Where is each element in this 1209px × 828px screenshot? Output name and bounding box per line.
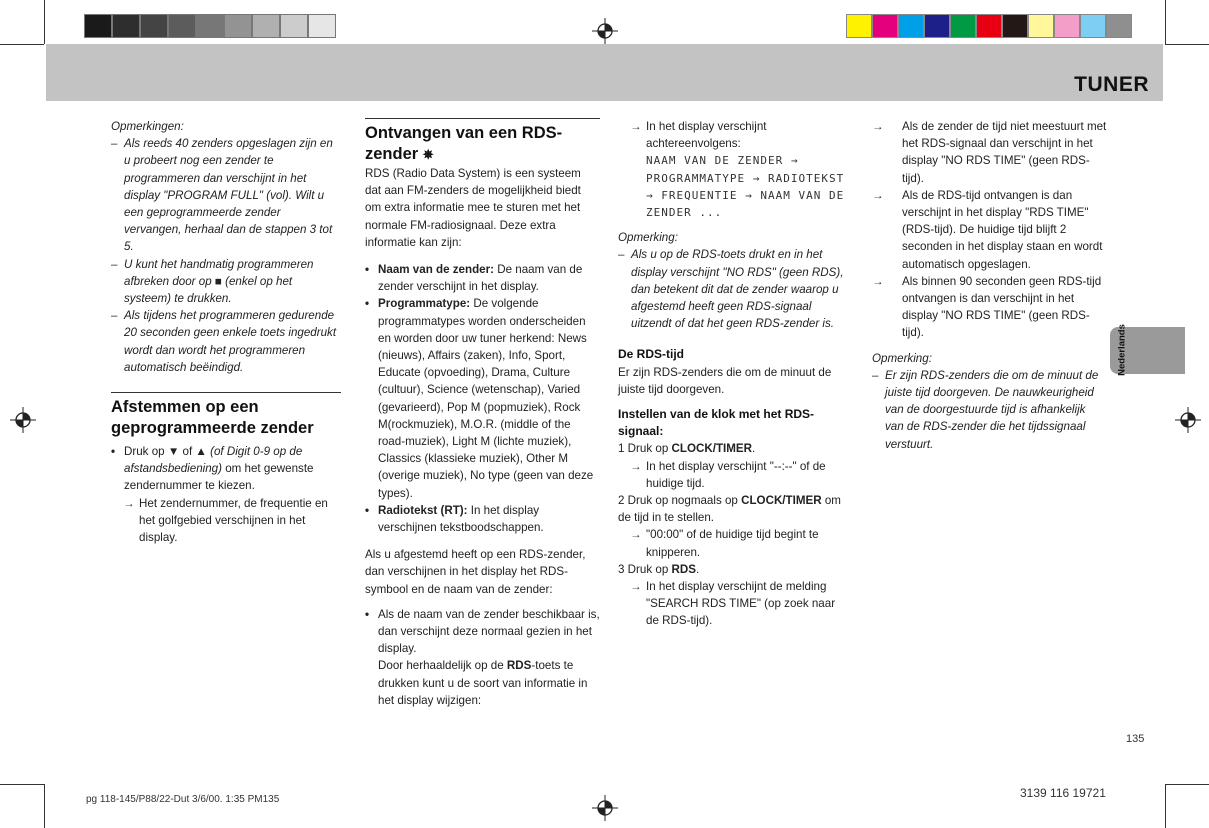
rds-time-result: → Als binnen 90 seconden geen RDS-tijd ontvangen is dan verschijnt in het display "NO RDS TIME" (geen RDS-tijd).	[872, 273, 1107, 342]
note-list	[618, 246, 850, 332]
color-swatch	[1054, 14, 1080, 38]
registration-target-icon	[592, 18, 618, 44]
color-swatch	[1002, 14, 1028, 38]
step-text: 2 Druk op nogmaals op	[618, 494, 742, 508]
clock-step-2	[618, 492, 850, 526]
column-4	[872, 118, 1107, 453]
note-list	[872, 367, 1107, 453]
section-divider	[365, 118, 600, 165]
rds-display-item	[365, 606, 600, 709]
notes-list	[111, 135, 341, 376]
rds-info-list	[365, 261, 600, 536]
section-title: TUNER	[1074, 73, 1149, 96]
step-text: Druk op ▼ of ▲	[124, 445, 211, 459]
heading-rds-reception	[365, 123, 600, 165]
column-1	[111, 118, 341, 546]
rds-time-text: Er zijn RDS-zenders die om de minuut de juiste tijd doorgeven.	[618, 365, 832, 396]
crop-mark	[1165, 784, 1166, 828]
crop-mark	[1165, 784, 1209, 785]
item-text: Als de naam van de zender beschikbaar is, dan verschijnt deze normaal gezien in het display.	[378, 607, 600, 656]
item-text: De naam van de zender verschijnt in het display.	[378, 263, 583, 294]
gray-swatch	[252, 14, 280, 38]
section-divider	[111, 392, 341, 439]
step-text-after: om het gewenste zendernummer te kiezen.	[124, 462, 314, 493]
column-2	[365, 118, 600, 709]
color-swatch	[976, 14, 1002, 38]
item-text: -toets te drukken kunt u de soort van informatie in het display wijzigen:	[378, 659, 588, 707]
registration-target-icon	[592, 795, 618, 821]
step-text: om de tijd in te stellen.	[618, 494, 841, 525]
registration-target-icon	[10, 407, 36, 433]
item-term: Programmatype:	[378, 297, 471, 311]
tuning-steps	[111, 443, 341, 495]
color-swatch	[872, 14, 898, 38]
clock-step-1	[618, 440, 850, 457]
heading-rds-text: Ontvangen van een RDS-zender	[365, 124, 563, 163]
rds-info-item	[365, 295, 600, 501]
crop-mark	[0, 784, 44, 785]
color-swatch	[846, 14, 872, 38]
registration-target-icon	[1175, 407, 1201, 433]
clock-step-1-result: → In het display verschijnt "--:--" of de huidige tijd.	[618, 458, 850, 492]
item-term: Naam van de zender:	[378, 263, 494, 277]
gray-swatch	[308, 14, 336, 38]
page-number: 135	[1126, 733, 1145, 745]
note-item: – Er zijn RDS-zenders die om de minuut de juiste tijd doorgeven. De nauwkeurigheid van de doorgestuurde tijd is afhankelijk van de RDS-zender die het tijdssignaal verstuurt.	[872, 367, 1107, 453]
language-tab-label: Nederlands	[1116, 324, 1128, 376]
color-calibration-bar	[846, 14, 1132, 38]
clock-step-3	[618, 561, 850, 578]
gray-swatch	[84, 14, 112, 38]
language-tab	[1110, 324, 1185, 376]
crop-mark	[44, 784, 45, 828]
note-title: Opmerking:	[872, 351, 932, 365]
rds-key-label: RDS	[506, 659, 532, 673]
note-item: – Als tijdens het programmeren gedurende 20 seconden geen enkele toets ingedrukt wordt dan wordt het programmeren automatisch beëindigd.	[111, 307, 341, 376]
color-swatch	[1106, 14, 1132, 38]
color-swatch	[1028, 14, 1054, 38]
crop-mark	[1165, 44, 1209, 45]
color-swatch	[924, 14, 950, 38]
gray-calibration-bar	[84, 14, 336, 38]
clock-timer-key: CLOCK/TIMER	[671, 442, 753, 456]
rds-para2: Als u afgestemd heeft op een RDS-zender, dan verschijnen in het display het RDS-symbool en de naam van de zender:	[365, 548, 586, 596]
gray-swatch	[196, 14, 224, 38]
clock-step-3-result: → In het display verschijnt de melding "SEARCH RDS TIME" (op zoek naar de RDS-tijd).	[618, 578, 850, 630]
note-item: – Als reeds 40 zenders opgeslagen zijn en u probeert nog een zender te programmeren dan verschijnt in het display "PROGRAM FULL" (vol). Wilt u een geprogrammeerde zender vervangen, herhaal dan de stappen 3 tot 5.	[111, 135, 341, 255]
tuning-step	[111, 443, 341, 495]
rds-time-result: → Als de RDS-tijd ontvangen is dan verschijnt in het display "RDS TIME" (RDS-tijd). De huidige tijd blijft 2 seconden in het display staan en wordt automatisch opgeslagen.	[872, 187, 1107, 273]
gray-swatch	[280, 14, 308, 38]
item-text: In het display verschijnen tekstboodschappen.	[378, 503, 544, 535]
gray-swatch	[140, 14, 168, 38]
rds-time-results	[872, 118, 1107, 342]
step-text: 3 Druk op	[618, 562, 672, 576]
crop-mark	[0, 44, 44, 45]
heading-clock-setting: Instellen van de klok met het RDS-signaal:	[618, 407, 815, 439]
step-text: 1 Druk op	[618, 442, 672, 456]
note-item: – Als u op de RDS-toets drukt en in het display verschijnt "NO RDS" (geen RDS), dan betekent dit dat de zender waarop u afgestemd heeft geen RDS-signaal uitzendt of dat het geen RDS-zender is.	[618, 246, 850, 332]
color-swatch	[950, 14, 976, 38]
clock-step-2-result: → "00:00" of de huidige tijd begint te knipperen.	[618, 526, 850, 560]
rds-symbol-icon: ✵	[422, 147, 434, 162]
display-sequence: NAAM VAN DE ZENDER → PROGRAMMATYPE → RADIOTEKST → FREQUENTIE → NAAM VAN DE ZENDER ...	[646, 154, 845, 220]
gray-swatch	[112, 14, 140, 38]
color-swatch	[1080, 14, 1106, 38]
step-text: .	[752, 442, 756, 456]
step-italic: (of Digit 0-9 op de afstandsbediening)	[124, 445, 303, 476]
rds-key-label: RDS	[671, 562, 696, 576]
heading-preset-tuning: Afstemmen op een geprogrammeerde zender	[111, 398, 314, 438]
rds-display-list	[365, 606, 600, 709]
notes-title: Opmerkingen:	[111, 120, 184, 133]
display-intro: → In het display verschijnt achtereenvolgens:	[618, 118, 850, 152]
footer-file-info: pg 118-145/P88/22-Dut 3/6/00. 1:35 PM135	[86, 794, 280, 805]
step-text: .	[695, 562, 700, 576]
note-title: Opmerking:	[618, 231, 678, 245]
rds-info-item	[365, 502, 600, 536]
header-band	[46, 44, 1163, 101]
item-term: Radiotekst (RT):	[378, 503, 468, 517]
clock-timer-key: CLOCK/TIMER	[741, 494, 822, 508]
heading-rds-time: De RDS-tijd	[618, 347, 684, 362]
crop-mark	[44, 0, 45, 44]
crop-mark	[1165, 0, 1166, 44]
color-swatch	[898, 14, 924, 38]
rds-time-result: → Als de zender de tijd niet meestuurt met het RDS-signaal dan verschijnt in het display "NO RDS TIME" (geen RDS-tijd).	[872, 118, 1107, 187]
column-3	[618, 118, 850, 630]
rds-info-item	[365, 261, 600, 295]
note-item: – U kunt het handmatig programmeren afbreken door op ■ (enkel op het systeem) te drukken.	[111, 256, 341, 308]
rds-intro: RDS (Radio Data System) is een systeem dat aan FM-zenders de mogelijkheid biedt om extra informatie mee te sturen met het normale FM-radiosignaal. Deze extra informatie kan zijn:	[365, 167, 581, 249]
gray-swatch	[168, 14, 196, 38]
item-text: De volgende programmatypes worden onderscheiden en worden door uw tuner herkend: News (nieuws), Affairs (zaken), Info, Sport, Educate (opvoeding), Drama, Culture (cultuur), Science (wetenschap), Varied (gevarieerd), Pop M (popmuziek), Rock M(rockmuziek), M.O.R. (middle of the road-muziek), Light M (lichte muziek), Classics (klassieke muziek), Other M (overige muziek), No type (geen van deze types).	[378, 297, 594, 500]
tuning-result: → Het zendernummer, de frequentie en het golfgebied verschijnen in het display.	[111, 495, 341, 547]
footer-part-number: 3139 116 19721	[1020, 786, 1106, 800]
item-text: Door herhaaldelijk op de	[378, 659, 507, 673]
gray-swatch	[224, 14, 252, 38]
